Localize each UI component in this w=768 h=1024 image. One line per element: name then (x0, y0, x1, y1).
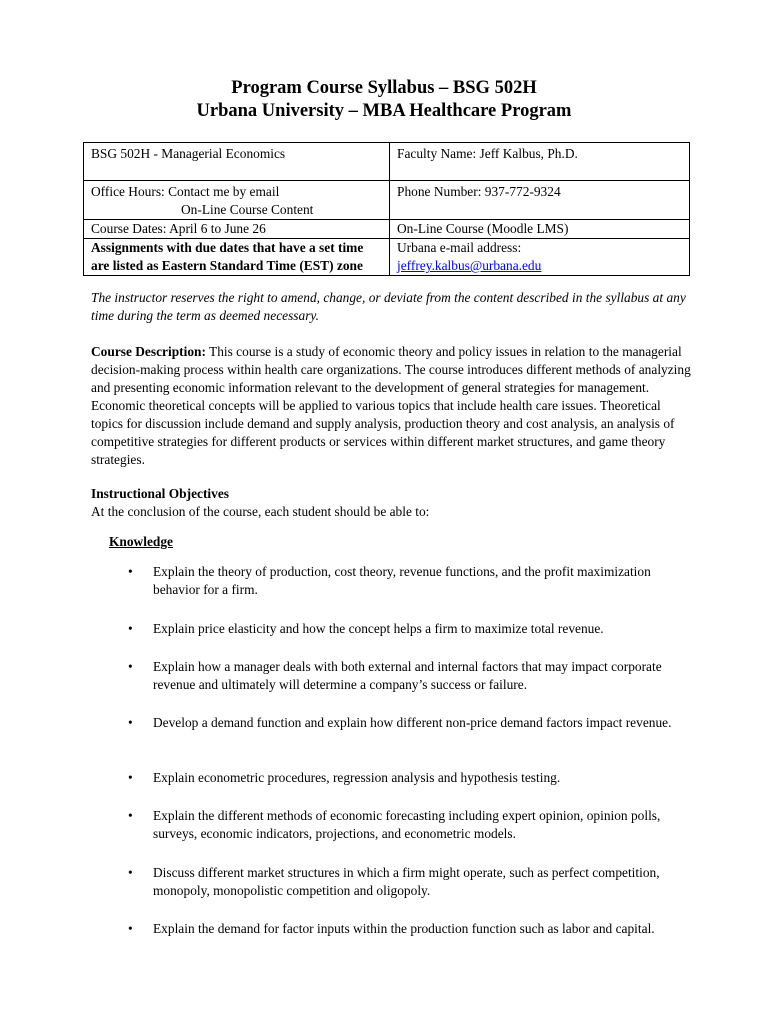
bullet-icon: • (128, 921, 133, 936)
objectives-heading: Instructional Objectives (91, 486, 229, 501)
bullet-icon: • (128, 621, 133, 636)
bullet-icon: • (128, 564, 133, 579)
assignments-note-cell (84, 239, 390, 276)
course-name-cell: BSG 502H - Managerial Economics (84, 143, 390, 181)
assignments-note-line2: are listed as Eastern Standard Time (EST) zone (91, 258, 363, 273)
knowledge-heading: Knowledge (109, 534, 173, 549)
bullet-icon: • (128, 865, 133, 880)
course-info-table (83, 142, 690, 276)
office-hours-line: Office Hours: Contact me by email (91, 184, 280, 199)
list-item-text: Explain the demand for factor inputs within the production function such as labor and capital. (153, 921, 655, 936)
course-description-text: This course is a study of economic theory and policy issues in relation to the managerial decision-making process within health care organizations. The course introduces different methods of analyzing and presenting economic information relevant to the development of general strategies for management. Economic theoretical concepts will be applied to various topics that include health care issues. Theoretical topics for discussion include demand and supply analysis, production theory and cost analysis, an analysis of competitive strategies for different products or services within different market structures, and game theory strategies. (91, 344, 691, 467)
email-label: Urbana e-mail address: (397, 240, 522, 255)
phone-number-cell: Phone Number: 937-772-9324 (390, 181, 690, 220)
list-item-text: Explain how a manager deals with both external and internal factors that may impact corporate revenue and ultimately will determine a company’s success or failure. (153, 659, 662, 692)
list-item-text: Explain econometric procedures, regression analysis and hypothesis testing. (153, 770, 561, 785)
list-item-text: Explain the different methods of economic forecasting including expert opinion, opinion polls, surveys, economic indicators, projections, and econometric models. (153, 808, 661, 841)
list-item-text: Discuss different market structures in which a firm might operate, such as perfect competition, monopoly, monopolistic competition and oligopoly. (153, 865, 660, 898)
email-cell (390, 239, 690, 276)
bullet-icon: • (128, 715, 133, 730)
email-link[interactable]: jeffrey.kalbus@urbana.edu (397, 258, 542, 273)
page-title: Program Course Syllabus – BSG 502H (231, 78, 537, 98)
online-course-cell: On-Line Course (Moodle LMS) (390, 220, 690, 239)
office-hours-online-line: On-Line Course Content (181, 202, 314, 217)
list-item-text: Develop a demand function and explain how different non-price demand factors impact revenue. (153, 715, 672, 730)
course-description-label: Course Description: (91, 344, 206, 359)
assignments-note-line1: Assignments with due dates that have a set time (91, 240, 364, 255)
bullet-icon: • (128, 770, 133, 785)
bullet-icon: • (128, 808, 133, 823)
list-item-text: Explain price elasticity and how the concept helps a firm to maximize total revenue. (153, 621, 604, 636)
objectives-intro: At the conclusion of the course, each student should be able to: (91, 504, 430, 519)
list-item-text: Explain the theory of production, cost theory, revenue functions, and the profit maximization behavior for a firm. (153, 564, 651, 597)
instructor-disclaimer: The instructor reserves the right to amend, change, or deviate from the content described in the syllabus at any time during the term as deemed necessary. (91, 290, 686, 323)
office-hours-cell (84, 181, 390, 220)
faculty-name-cell: Faculty Name: Jeff Kalbus, Ph.D. (390, 143, 690, 181)
bullet-icon: • (128, 659, 133, 674)
page-subtitle: Urbana University – MBA Healthcare Program (196, 101, 572, 121)
course-description (91, 343, 691, 469)
course-dates-cell: Course Dates: April 6 to June 26 (84, 220, 390, 239)
